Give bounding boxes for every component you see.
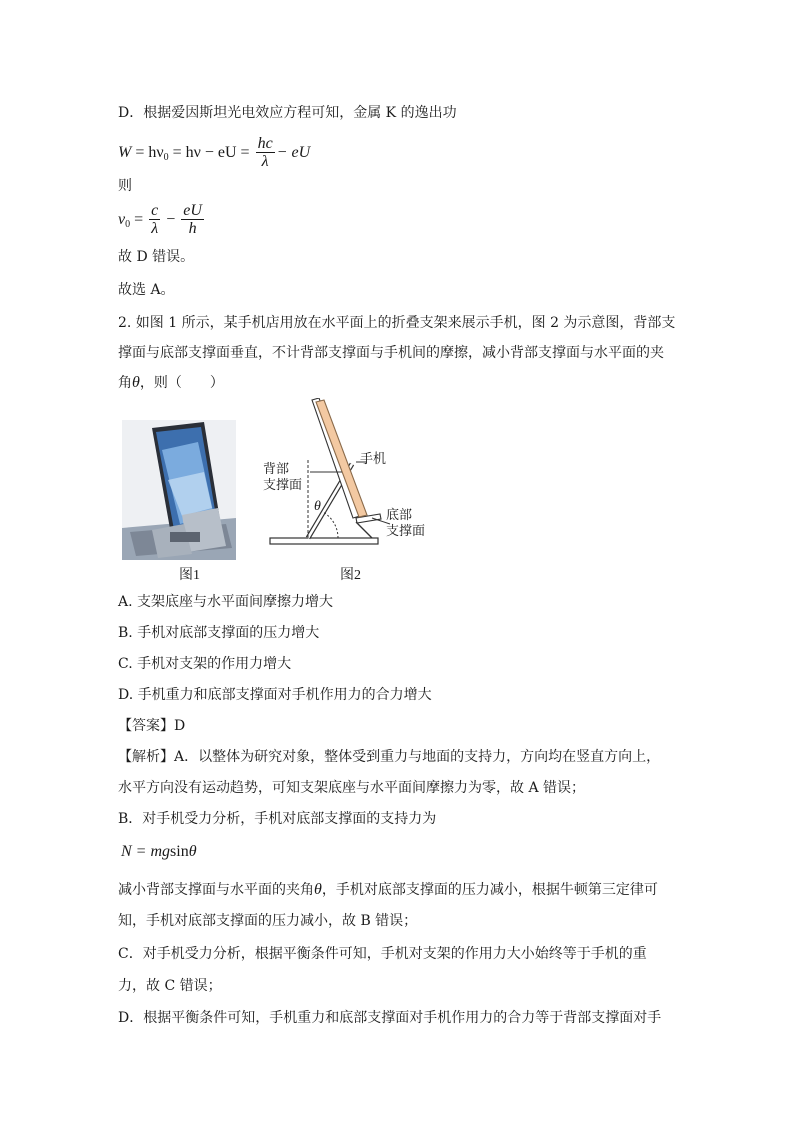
text-line: D．根据爱因斯坦光电效应方程可知，金属 K 的逸出功 xyxy=(118,105,457,121)
text-line: 则 xyxy=(118,178,132,194)
equation-normal-force: N = mgsinθ xyxy=(121,843,197,860)
label-phone: 手机 xyxy=(360,451,387,466)
text-line: 故选 A。 xyxy=(118,282,175,298)
figure-1-caption: 图1 xyxy=(179,568,200,583)
explanation-line: 知，手机对底部支撑面的压力减小，故 B 错误； xyxy=(118,913,418,929)
text-line: 故 D 错误。 xyxy=(118,249,195,265)
explanation-line: 水平方向没有运动趋势，可知支架底座与水平面间摩擦力为零，故 A 错误； xyxy=(118,780,586,796)
option-a: A. 支架底座与水平面间摩擦力增大 xyxy=(118,594,334,610)
question-text: 角θ，则（ ） xyxy=(118,374,224,391)
figure-1-photo xyxy=(122,420,236,560)
figure-2-caption: 图2 xyxy=(340,568,361,583)
base-plate xyxy=(270,538,378,544)
question-text: 2. 如图 1 所示，某手机店用放在水平面上的折叠支架来展示手机，图 2 为示意图，背部支 xyxy=(118,315,676,331)
explanation-line: 减小背部支撑面与水平面的夹角θ，手机对底部支撑面的压力减小，根据牛顿第三定律可 xyxy=(118,881,658,898)
label-theta: θ xyxy=(314,499,321,514)
question-text: 撑面与底部支撑面垂直，不计背部支撑面与手机间的摩擦，减小背部支撑面与水平面的夹 xyxy=(118,345,664,361)
explanation-line: 力，故 C 错误； xyxy=(118,978,222,994)
explanation-line: D．根据平衡条件可知，手机重力和底部支撑面对手机作用力的合力等于背部支撑面对手 xyxy=(118,1010,662,1026)
equation-work-function: $W = h\nu_0 = h\nu$ − eU = $\frac{hc}{\lambda}$ − eU xyxy=(118,135,311,170)
option-b: B. 手机对底部支撑面的压力增大 xyxy=(118,625,320,641)
answer: 【答案】D xyxy=(118,718,186,734)
option-d: D. 手机重力和底部支撑面对手机作用力的合力增大 xyxy=(118,687,432,703)
explanation-line: C．对手机受力分析，根据平衡条件可知，手机对支架的作用力大小始终等于手机的重 xyxy=(118,946,647,962)
explanation-line: B．对手机受力分析，手机对底部支撑面的支持力为 xyxy=(118,811,437,827)
label-back-support: 背部 支撑面 xyxy=(263,461,303,492)
explanation-line: 【解析】A．以整体为研究对象，整体受到重力与地面的支持力，方向均在竖直方向上， xyxy=(118,749,661,765)
equation-threshold-frequency: $\nu_0$ = $\frac{c}{\lambda}$ − $\frac{eU}{h}$ xyxy=(118,201,202,237)
label-bottom-support: 底部 支撑面 xyxy=(386,507,426,538)
option-c: C. 手机对支架的作用力增大 xyxy=(118,656,292,672)
